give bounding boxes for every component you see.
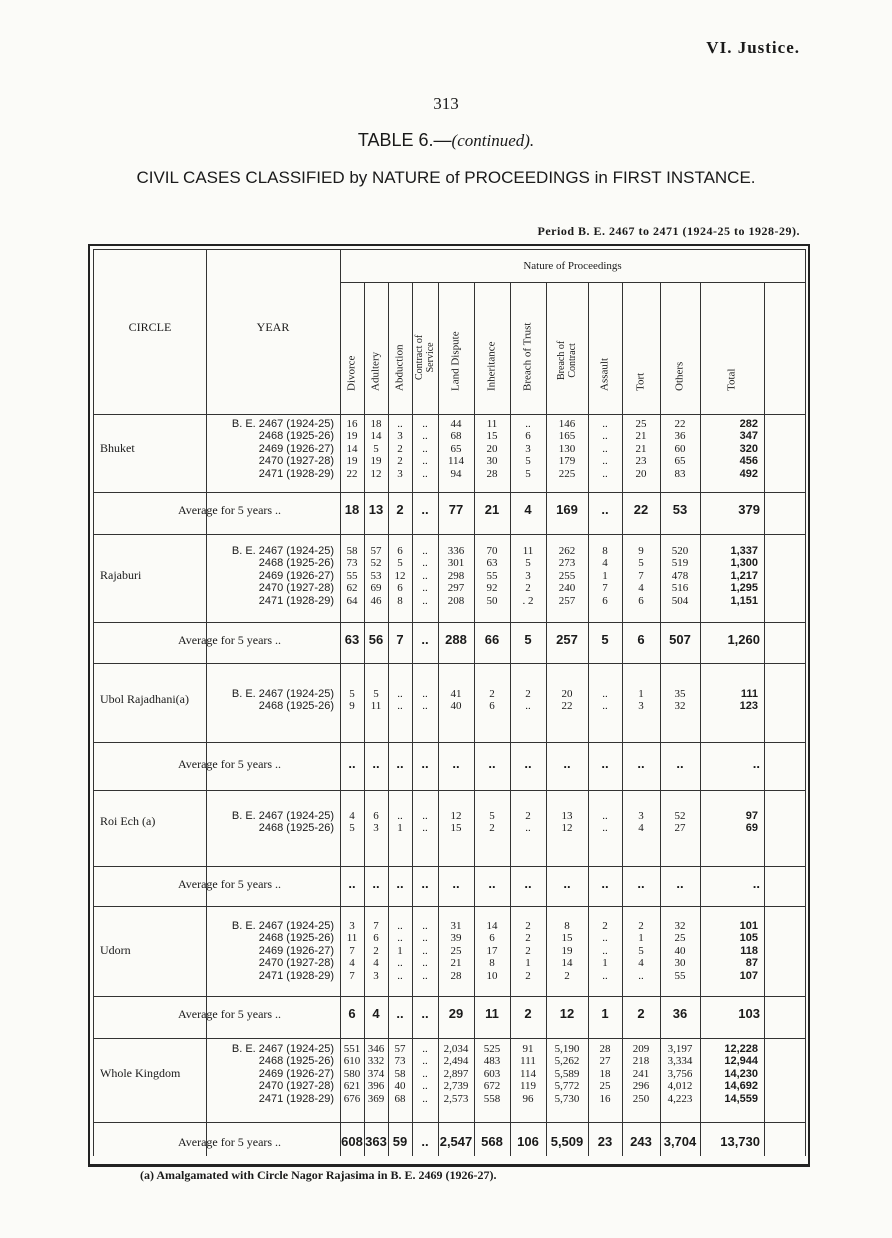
average-value: 106 bbox=[517, 1134, 539, 1149]
average-value: 1 bbox=[601, 1006, 609, 1021]
table-subtitle: CIVIL CASES CLASSIFIED by NATURE of PROCEEDINGS in FIRST INSTANCE. bbox=[136, 168, 756, 187]
average-value: 507 bbox=[669, 632, 691, 647]
average-value: 4 bbox=[372, 1006, 380, 1021]
average-value: 5 bbox=[524, 632, 532, 647]
average-value: 169 bbox=[556, 502, 578, 517]
header-divider bbox=[94, 414, 805, 415]
header-column-label: Breach of Trust bbox=[521, 322, 534, 391]
data-cell-land-dispute: 31 39 25 21 28 bbox=[450, 920, 462, 982]
header-column-breach-of-contract bbox=[546, 290, 588, 402]
circle-name: Bhuket bbox=[100, 441, 135, 455]
average-value: 363 bbox=[365, 1134, 387, 1149]
data-cell-assault: 28 27 18 25 16 bbox=[599, 1043, 611, 1105]
header-column-label: Others bbox=[673, 361, 686, 391]
section-label: VI. Justice. bbox=[706, 38, 800, 57]
average-value: .. bbox=[421, 876, 429, 891]
average-label: Average for 5 years .. bbox=[178, 1007, 282, 1021]
average-value: 11 bbox=[485, 1006, 499, 1021]
header-column-total bbox=[700, 290, 764, 402]
average-value: 7 bbox=[396, 632, 404, 647]
civil-cases-table bbox=[88, 244, 808, 1166]
header-column-abduction bbox=[388, 290, 412, 402]
circle-name: Rajaburi bbox=[100, 568, 142, 582]
data-cell-breach-of-trust: 91 111 114 119 96 bbox=[519, 1043, 537, 1105]
data-cell-adultery: 346 332 374 396 369 bbox=[367, 1043, 385, 1105]
data-cell-tort: 3 4 bbox=[638, 810, 644, 835]
data-cell-divorce: 4 5 bbox=[349, 810, 355, 835]
average-value: 288 bbox=[445, 632, 467, 647]
data-cell-divorce: 58 73 55 62 64 bbox=[346, 545, 358, 607]
data-cell-contract-of-service: .. .. bbox=[422, 688, 428, 713]
average-value: .. bbox=[452, 876, 460, 891]
data-cell-breach-of-trust: 2 .. bbox=[525, 688, 531, 713]
data-cell-others: 35 32 bbox=[674, 688, 686, 713]
page-number: 313 bbox=[433, 94, 459, 113]
data-cell-contract-of-service: .. .. .. .. .. bbox=[422, 545, 428, 607]
year-list: B. E. 2467 (1924-25) 2468 (1925-26) 2469 (1926-27) 2470 (1927-28) 2471 (1928-29) bbox=[231, 545, 334, 607]
circle-name: Roi Ech (a) bbox=[100, 814, 156, 829]
header-column-breach-of-trust bbox=[510, 290, 546, 402]
average-value: .. bbox=[752, 756, 760, 771]
header-column-label: Breach of Contract bbox=[556, 340, 578, 380]
data-cell-assault: .. .. .. .. .. bbox=[602, 418, 608, 480]
header-column-label: Contract of Service bbox=[414, 334, 436, 380]
average-divider bbox=[94, 866, 805, 867]
group-divider bbox=[94, 906, 805, 907]
data-cell-breach-of-contract: 8 15 19 14 2 bbox=[561, 920, 573, 982]
header-column-others bbox=[660, 290, 700, 402]
period-label: Period B. E. 2467 to 2471 (1924-25 to 1928-29). bbox=[537, 224, 800, 238]
data-cell-inheritance: 525 483 603 672 558 bbox=[483, 1043, 501, 1105]
data-cell-inheritance: 14 6 17 8 10 bbox=[486, 920, 498, 982]
table-title-main: TABLE 6.— bbox=[357, 130, 452, 150]
average-value: 6 bbox=[637, 632, 645, 647]
data-cell-assault: .. .. bbox=[602, 688, 608, 713]
average-value: .. bbox=[676, 756, 684, 771]
average-value: 608 bbox=[341, 1134, 363, 1149]
year-list: B. E. 2467 (1924-25) 2468 (1925-26) 2469 (1926-27) 2470 (1927-28) 2471 (1928-29) bbox=[231, 920, 334, 982]
circle-name: Udorn bbox=[100, 943, 131, 957]
average-label: Average for 5 years .. bbox=[178, 503, 282, 517]
data-cell-assault: .. .. bbox=[602, 810, 608, 835]
average-value: 13 bbox=[368, 502, 384, 517]
year-list: B. E. 2467 (1924-25) 2468 (1925-26) 2469 (1926-27) 2470 (1927-28) 2471 (1928-29) bbox=[231, 418, 334, 480]
header-column-label: Total bbox=[725, 368, 738, 391]
average-value: 63 bbox=[344, 632, 360, 647]
header-column-label: Assault bbox=[598, 358, 611, 391]
header-year: YEAR bbox=[256, 320, 290, 334]
average-value: 3,704 bbox=[663, 1134, 697, 1149]
header-divider bbox=[340, 282, 805, 283]
data-cell-abduction: 6 5 12 6 8 bbox=[394, 545, 406, 607]
data-cell-divorce: 3 11 7 4 7 bbox=[346, 920, 358, 982]
data-cell-total: 282 347 320 456 492 bbox=[739, 418, 758, 480]
table-grid bbox=[93, 249, 806, 1156]
data-cell-adultery: 6 3 bbox=[373, 810, 379, 835]
average-value: .. bbox=[396, 756, 404, 771]
data-cell-land-dispute: 2,034 2,494 2,897 2,739 2,573 bbox=[443, 1043, 469, 1105]
data-cell-inheritance: 5 2 bbox=[489, 810, 495, 835]
average-label: Average for 5 years .. bbox=[178, 877, 282, 891]
data-cell-land-dispute: 44 68 65 114 94 bbox=[447, 418, 465, 480]
average-value: 13,730 bbox=[720, 1134, 760, 1149]
average-value: 59 bbox=[392, 1134, 408, 1149]
data-cell-total: 1,337 1,300 1,217 1,295 1,151 bbox=[730, 545, 758, 607]
data-cell-contract-of-service: .. .. .. .. .. bbox=[422, 418, 428, 480]
data-cell-breach-of-contract: 146 165 130 179 225 bbox=[558, 418, 576, 480]
data-cell-contract-of-service: .. .. bbox=[422, 810, 428, 835]
average-value: 4 bbox=[524, 502, 532, 517]
average-value: .. bbox=[421, 756, 429, 771]
data-cell-assault: 8 4 1 7 6 bbox=[602, 545, 608, 607]
data-cell-total: 12,228 12,944 14,230 14,692 14,559 bbox=[724, 1043, 758, 1105]
data-cell-land-dispute: 12 15 bbox=[450, 810, 462, 835]
data-cell-inheritance: 11 15 20 30 28 bbox=[486, 418, 498, 480]
data-cell-tort: 9 5 7 4 6 bbox=[638, 545, 644, 607]
header-column-adultery bbox=[364, 290, 388, 402]
average-divider bbox=[94, 742, 805, 743]
average-value: .. bbox=[421, 1006, 429, 1021]
average-value: 2 bbox=[396, 502, 404, 517]
average-value: 103 bbox=[738, 1006, 760, 1021]
average-divider bbox=[94, 1122, 805, 1123]
data-cell-total: 111 123 bbox=[739, 688, 758, 713]
average-value: .. bbox=[372, 756, 380, 771]
average-value: .. bbox=[452, 756, 460, 771]
data-cell-divorce: 16 19 14 19 22 bbox=[346, 418, 358, 480]
average-value: 53 bbox=[672, 502, 688, 517]
data-cell-abduction: .. .. bbox=[397, 688, 403, 713]
year-list: B. E. 2467 (1924-25) 2468 (1925-26) 2469 (1926-27) 2470 (1927-28) 2471 (1928-29) bbox=[231, 1043, 334, 1105]
header-column-label: Divorce bbox=[345, 355, 358, 391]
average-value: .. bbox=[348, 756, 356, 771]
data-cell-breach-of-trust: .. 6 3 5 5 bbox=[525, 418, 531, 480]
average-value: 2 bbox=[524, 1006, 532, 1021]
average-value: 2,547 bbox=[439, 1134, 473, 1149]
circle-name: Whole Kingdom bbox=[100, 1066, 181, 1080]
header-column-assault bbox=[588, 290, 622, 402]
data-cell-tort: 25 21 21 23 20 bbox=[635, 418, 647, 480]
average-value: 5 bbox=[601, 632, 609, 647]
data-cell-adultery: 7 6 2 4 3 bbox=[373, 920, 379, 982]
data-cell-total: 101 105 118 87 107 bbox=[739, 920, 758, 982]
average-value: 29 bbox=[448, 1006, 464, 1021]
header-nature-of-proceedings: Nature of Proceedings bbox=[523, 260, 622, 272]
data-cell-breach-of-contract: 262 273 255 240 257 bbox=[558, 545, 576, 607]
data-cell-contract-of-service: .. .. .. .. .. bbox=[422, 920, 428, 982]
data-cell-breach-of-trust: 2 2 2 1 2 bbox=[525, 920, 531, 982]
header-column-contract-of-service bbox=[412, 290, 438, 402]
header-column-divorce bbox=[340, 290, 364, 402]
average-value: .. bbox=[488, 756, 496, 771]
data-cell-abduction: .. .. 1 .. .. bbox=[397, 920, 403, 982]
average-value: 18 bbox=[344, 502, 360, 517]
data-cell-adultery: 5 11 bbox=[370, 688, 382, 713]
average-value: 243 bbox=[630, 1134, 652, 1149]
data-cell-breach-of-trust: 2 .. bbox=[525, 810, 531, 835]
average-value: .. bbox=[752, 876, 760, 891]
header-column-inheritance bbox=[474, 290, 510, 402]
data-cell-breach-of-contract: 5,190 5,262 5,589 5,772 5,730 bbox=[554, 1043, 580, 1105]
header-column-label: Adultery bbox=[369, 351, 382, 391]
group-divider bbox=[94, 1038, 805, 1039]
data-cell-others: 520 519 478 516 504 bbox=[671, 545, 689, 607]
average-value: 12 bbox=[559, 1006, 575, 1021]
data-cell-total: 97 69 bbox=[745, 810, 758, 835]
data-cell-tort: 1 3 bbox=[638, 688, 644, 713]
average-value: .. bbox=[396, 876, 404, 891]
data-cell-breach-of-trust: 11 5 3 2 . 2 bbox=[522, 545, 534, 607]
data-cell-land-dispute: 41 40 bbox=[450, 688, 462, 713]
header-column-label: Tort bbox=[634, 372, 647, 391]
header-column-land-dispute bbox=[438, 290, 474, 402]
average-value: 22 bbox=[633, 502, 649, 517]
average-divider bbox=[94, 622, 805, 623]
data-cell-abduction: 57 73 58 40 68 bbox=[394, 1043, 406, 1105]
average-value: .. bbox=[421, 632, 429, 647]
average-value: .. bbox=[421, 1134, 429, 1149]
average-label: Average for 5 years .. bbox=[178, 757, 282, 771]
average-value: 5,509 bbox=[550, 1134, 584, 1149]
header-column-tort bbox=[622, 290, 660, 402]
data-cell-tort: 2 1 5 4 .. bbox=[638, 920, 644, 982]
data-cell-breach-of-contract: 20 22 bbox=[561, 688, 573, 713]
average-value: 1,260 bbox=[727, 632, 760, 647]
data-cell-divorce: 551 610 580 621 676 bbox=[343, 1043, 361, 1105]
circle-name: Ubol Rajadhani(a) bbox=[100, 692, 189, 707]
data-cell-adultery: 18 14 5 19 12 bbox=[370, 418, 382, 480]
average-value: .. bbox=[524, 756, 532, 771]
year-list: B. E. 2467 (1924-25) 2468 (1925-26) bbox=[231, 688, 334, 713]
header-column-label: Inheritance bbox=[485, 341, 498, 391]
group-divider bbox=[94, 790, 805, 791]
data-cell-others: 3,197 3,334 3,756 4,012 4,223 bbox=[667, 1043, 693, 1105]
average-value: .. bbox=[676, 876, 684, 891]
footnote: (a) Amalgamated with Circle Nagor Rajasima in B. E. 2469 (1926-27). bbox=[140, 1168, 497, 1182]
average-value: .. bbox=[601, 502, 609, 517]
average-value: .. bbox=[637, 756, 645, 771]
header-column-label: Abduction bbox=[393, 344, 406, 391]
data-cell-assault: 2 .. .. 1 .. bbox=[602, 920, 608, 982]
year-list: B. E. 2467 (1924-25) 2468 (1925-26) bbox=[231, 810, 334, 835]
average-value: 56 bbox=[368, 632, 384, 647]
average-value: 379 bbox=[738, 502, 760, 517]
average-value: 257 bbox=[556, 632, 578, 647]
average-value: 36 bbox=[672, 1006, 688, 1021]
average-divider bbox=[94, 492, 805, 493]
average-label: Average for 5 years .. bbox=[178, 633, 282, 647]
average-value: .. bbox=[348, 876, 356, 891]
average-value: 6 bbox=[348, 1006, 356, 1021]
average-value: 23 bbox=[597, 1134, 613, 1149]
group-divider bbox=[94, 534, 805, 535]
average-value: 568 bbox=[481, 1134, 503, 1149]
average-label: Average for 5 years .. bbox=[178, 1135, 282, 1149]
average-divider bbox=[94, 996, 805, 997]
data-cell-others: 32 25 40 30 55 bbox=[674, 920, 686, 982]
data-cell-others: 22 36 60 65 83 bbox=[674, 418, 686, 480]
data-cell-tort: 209 218 241 296 250 bbox=[632, 1043, 650, 1105]
data-cell-inheritance: 2 6 bbox=[489, 688, 495, 713]
average-value: 66 bbox=[484, 632, 500, 647]
header-circle: CIRCLE bbox=[128, 320, 172, 334]
data-cell-abduction: .. 1 bbox=[397, 810, 403, 835]
data-cell-divorce: 5 9 bbox=[349, 688, 355, 713]
average-value: 77 bbox=[448, 502, 464, 517]
table-title bbox=[0, 130, 892, 151]
average-value: .. bbox=[563, 876, 571, 891]
header-column-label: Land Dispute bbox=[449, 331, 462, 391]
data-cell-others: 52 27 bbox=[674, 810, 686, 835]
average-value: 2 bbox=[637, 1006, 645, 1021]
data-cell-abduction: .. 3 2 2 3 bbox=[397, 418, 403, 480]
group-divider bbox=[94, 663, 805, 664]
average-value: .. bbox=[372, 876, 380, 891]
average-value: .. bbox=[396, 1006, 404, 1021]
average-value: .. bbox=[421, 502, 429, 517]
average-value: .. bbox=[601, 876, 609, 891]
data-cell-contract-of-service: .. .. .. .. .. bbox=[422, 1043, 428, 1105]
average-value: 21 bbox=[484, 502, 500, 517]
data-cell-land-dispute: 336 301 298 297 208 bbox=[447, 545, 465, 607]
table-title-continued: (continued). bbox=[451, 131, 535, 150]
average-value: .. bbox=[563, 756, 571, 771]
average-value: .. bbox=[637, 876, 645, 891]
average-value: .. bbox=[601, 756, 609, 771]
data-cell-adultery: 57 52 53 69 46 bbox=[370, 545, 382, 607]
average-value: .. bbox=[524, 876, 532, 891]
data-cell-inheritance: 70 63 55 92 50 bbox=[486, 545, 498, 607]
data-cell-breach-of-contract: 13 12 bbox=[561, 810, 573, 835]
average-value: .. bbox=[488, 876, 496, 891]
